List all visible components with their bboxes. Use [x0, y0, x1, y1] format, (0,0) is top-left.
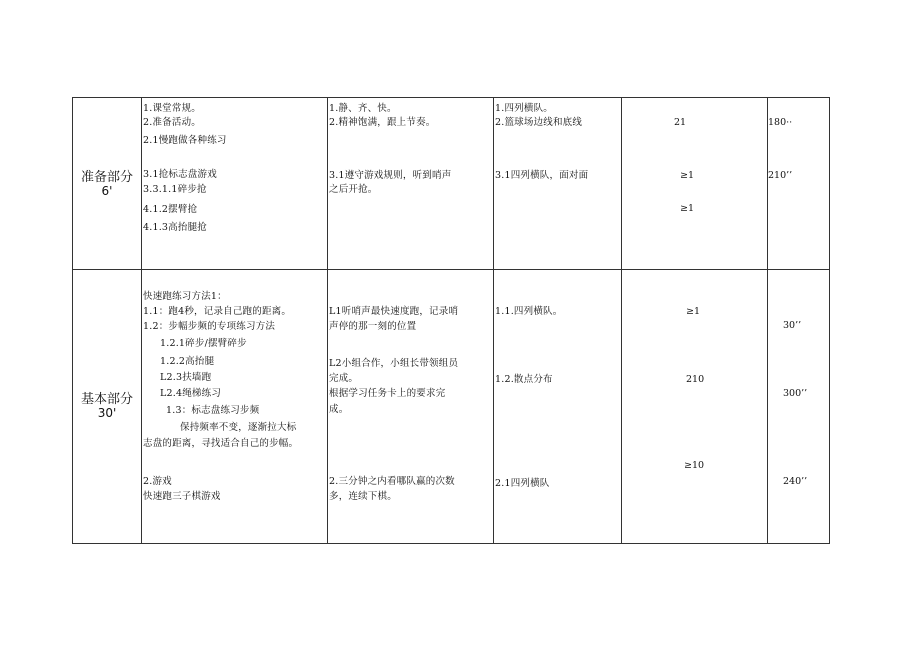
- requirement-line: L2小组合作，小组长带领组员: [329, 358, 459, 369]
- count-value: 210: [686, 374, 705, 385]
- content-line: 1.2.2高抬腿: [160, 356, 215, 367]
- content-line: 志盘的距离，寻找适合自己的步幅。: [143, 438, 299, 449]
- content-line: 保持频率不变，逐渐拉大标: [180, 422, 297, 433]
- content-line: 1.2.1碎步/摆臂碎步: [160, 338, 247, 349]
- content-line: 1.2：步幅步频的专项练习方法: [143, 321, 276, 332]
- requirement-line: 2.精神饱满，跟上节奏。: [329, 117, 436, 128]
- table-row-basic: [73, 270, 830, 544]
- section-time: 30': [97, 406, 117, 420]
- organization-line: 1.1.四列横队。: [495, 306, 563, 317]
- content-line: 3.1抢标志盘游戏: [143, 169, 217, 180]
- organization-line: 2.篮球场边线和底线: [495, 117, 583, 128]
- count-value: ≥10: [684, 460, 705, 471]
- requirement-line: 3.1遵守游戏规则，听到哨声: [329, 170, 452, 181]
- organization-cell: [494, 270, 622, 544]
- section-name: 准备部分: [80, 170, 133, 185]
- requirements-cell: [328, 98, 494, 270]
- requirement-line: 2.三分钟之内看哪队赢的次数: [329, 476, 455, 487]
- organization-line: 1.四列横队。: [495, 103, 553, 114]
- requirement-line: 完成。: [329, 373, 359, 384]
- section-time: 6': [101, 184, 113, 198]
- organization-line: 3.1四列横队，面对面: [495, 170, 589, 181]
- lesson-plan-table: [72, 97, 830, 544]
- organization-cell: [494, 98, 622, 270]
- duration-value: 240’’: [783, 476, 808, 487]
- requirement-line: 1.静、齐、快。: [329, 103, 397, 114]
- content-line: 快速跑练习方法1：: [143, 291, 227, 302]
- content-line: 1.课堂常规。: [143, 103, 201, 114]
- section-cell: [73, 270, 142, 544]
- count-cell: [622, 98, 768, 270]
- duration-value: 30’’: [783, 320, 802, 331]
- content-line: 4.1.2摆臂抢: [143, 204, 198, 215]
- organization-line: 2.1四列横队: [495, 478, 550, 489]
- content-line: 2.游戏: [143, 476, 172, 487]
- count-value: 21: [674, 117, 687, 128]
- requirement-line: 根据学习任务卡上的要求完: [329, 388, 446, 399]
- section-name: 基本部分: [80, 392, 133, 407]
- section-cell: [73, 98, 142, 270]
- requirement-line: 声停的那一刻的位置: [329, 321, 417, 332]
- table-row-preparation: [73, 98, 830, 270]
- requirement-line: L1听哨声最快速度跑，记录哨: [329, 306, 459, 317]
- content-line: 1.1：跑4秒，记录自己跑的距离。: [143, 306, 292, 317]
- content-line: 1.3：标志盘练习步频: [166, 405, 260, 416]
- count-value: ≥1: [680, 203, 695, 214]
- content-line: L2.4绳梯练习: [160, 388, 222, 399]
- content-line: 2.准备活动。: [143, 117, 201, 128]
- count-value: ≥1: [686, 306, 701, 317]
- duration-cell: [768, 98, 830, 270]
- content-line: 4.1.3高抬腿抢: [143, 222, 207, 233]
- content-line: 2.1慢跑做各种练习: [143, 135, 227, 146]
- organization-line: 1.2.散点分布: [495, 374, 553, 385]
- duration-value: 210’’: [768, 170, 793, 181]
- content-line: 3.3.1.1碎步抢: [143, 184, 207, 195]
- content-cell: [142, 270, 328, 544]
- duration-cell: [768, 270, 830, 544]
- requirement-line: 之后开抢。: [329, 184, 378, 195]
- count-value: ≥1: [680, 170, 695, 181]
- duration-value: 300’’: [783, 388, 808, 399]
- requirements-cell: [328, 270, 494, 544]
- requirement-line: 成。: [329, 404, 349, 415]
- duration-value: 180··: [768, 117, 793, 128]
- content-line: L2.3扶墙跑: [160, 372, 212, 383]
- requirement-line: 多，连续下棋。: [329, 491, 397, 502]
- count-cell: [622, 270, 768, 544]
- content-line: 快速跑三子棋游戏: [143, 491, 221, 502]
- content-cell: [142, 98, 328, 270]
